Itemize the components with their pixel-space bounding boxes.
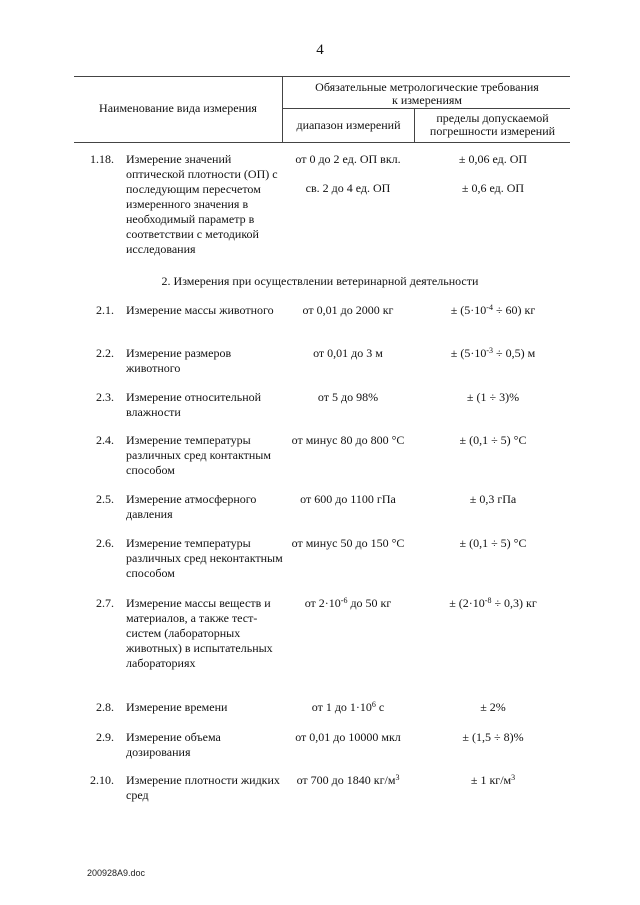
row-range	[282, 596, 414, 611]
range-text: от 0,01 до 10000 мкл	[295, 730, 401, 744]
row-limit	[418, 536, 568, 551]
section-title: 2. Измерения при осуществлении ветеринарной деятельности	[161, 274, 479, 288]
range-text: от 5 до 98%	[317, 390, 379, 404]
lim-text: ± 2%	[480, 700, 506, 714]
row-description: Измерение значений оптической плотности (ОП) с последующим пересчетом измеренного значения в необходимый параметр в соответствии с методикой исследования	[126, 152, 278, 256]
header-requirements-line2: к измерениям	[391, 93, 463, 107]
lim-text: ± (5·10	[450, 346, 487, 360]
row-limit	[418, 433, 568, 448]
range-text: от минус 50 до 150 °С	[291, 536, 405, 550]
lim-text-suffix: ÷ 0,5) м	[493, 346, 536, 360]
row-range	[282, 492, 414, 507]
range-exponent: 3	[395, 773, 400, 782]
row-description: Измерение времени	[126, 700, 228, 714]
header-range-column: диапазон измерений	[296, 118, 401, 132]
row-number: 2.4.	[96, 433, 114, 447]
row-range	[282, 303, 414, 318]
row-number: 2.3.	[96, 390, 114, 404]
row-limit	[418, 730, 568, 745]
lim-text: ± (2·10	[449, 596, 485, 610]
header-limits-line1: пределы допускаемой	[436, 111, 549, 125]
row-number: 2.9.	[96, 730, 114, 744]
range-text: от 600 до 1100 гПа	[300, 492, 396, 506]
row-limit	[418, 303, 568, 318]
row-number: 2.2.	[96, 346, 114, 360]
row-description: Измерение объема дозирования	[126, 730, 221, 759]
row-number: 2.8.	[96, 700, 114, 714]
row-range	[282, 700, 414, 715]
row-number: 2.10.	[90, 773, 114, 787]
row-description: Измерение температуры различных сред неконтактным способом	[126, 536, 283, 580]
header-limits-line2: погрешности измерений	[429, 124, 556, 138]
lim-text: ± (0,1 ÷ 5) °С	[459, 536, 527, 550]
row-limit: ± 0,6 ед. ОП	[461, 181, 525, 195]
lim-exponent: -8	[484, 596, 492, 605]
row-number: 1.18.	[90, 152, 114, 166]
range-text: от 1 до 1·10	[311, 700, 372, 714]
row-number: 2.7.	[96, 596, 114, 610]
range-text: от 0,01 до 3 м	[313, 346, 383, 360]
header-name-column: Наименование вида измерения	[99, 101, 257, 115]
row-description: Измерение температуры различных сред контактным способом	[126, 433, 271, 477]
header-requirements-line1: Обязательные метрологические требования	[315, 80, 539, 94]
range-exponent: -6	[340, 596, 348, 605]
lim-text: ± 0,3 гПа	[469, 492, 517, 506]
lim-text: ± (0,1 ÷ 5) °С	[459, 433, 527, 447]
row-limit	[418, 492, 568, 507]
row-description: Измерение размеров животного	[126, 346, 232, 375]
range-text: от 700 до 1840 кг/м	[296, 773, 396, 787]
footer-filename: 200928A9.doc	[87, 868, 146, 878]
row-limit	[418, 390, 568, 405]
row-limit	[418, 596, 568, 611]
range-text: от 2·10	[304, 596, 341, 610]
table-top-border	[74, 76, 570, 77]
row-description: Измерение массы веществ и материалов, а также тест-систем (лабораторных животных) в испытательных лабораториях	[126, 596, 273, 670]
row-range	[282, 390, 414, 405]
lim-text-suffix: ÷ 0,3) кг	[491, 596, 537, 610]
header-group-divider	[282, 108, 570, 109]
range-text: от 0,01 до 2000 кг	[302, 303, 394, 317]
row-range	[282, 346, 414, 361]
row-description: Измерение относительной влажности	[126, 390, 262, 419]
row-range	[282, 773, 414, 788]
table-header-bottom-border	[74, 142, 570, 143]
row-range: св. 2 до 4 ед. ОП	[305, 181, 391, 195]
lim-text-suffix: ÷ 60) кг	[492, 303, 536, 317]
lim-exponent: -3	[486, 346, 494, 355]
range-text-suffix: с	[375, 700, 385, 714]
row-range	[282, 730, 414, 745]
row-limit	[418, 700, 568, 715]
lim-text: ± (5·10	[450, 303, 487, 317]
row-range: от 0 до 2 ед. ОП вкл.	[295, 152, 401, 166]
range-text: от минус 80 до 800 °С	[291, 433, 405, 447]
row-range	[282, 433, 414, 448]
range-exponent: 6	[371, 700, 376, 709]
row-limit	[418, 773, 568, 788]
row-description: Измерение атмосферного давления	[126, 492, 257, 521]
row-number: 2.1.	[96, 303, 114, 317]
page-number: 4	[316, 42, 324, 58]
row-limit: ± 0,06 ед. ОП	[458, 152, 528, 166]
header-vertical-divider	[282, 76, 283, 142]
row-range	[282, 536, 414, 551]
row-limit	[418, 346, 568, 361]
range-text-suffix: до 50 кг	[347, 596, 392, 610]
lim-exponent: 3	[511, 773, 516, 782]
row-description: Измерение массы животного	[126, 303, 274, 317]
lim-text: ± (1 ÷ 3)%	[466, 390, 520, 404]
row-number: 2.6.	[96, 536, 114, 550]
row-description: Измерение плотности жидких сред	[126, 773, 280, 802]
lim-text: ± 1 кг/м	[470, 773, 512, 787]
row-number: 2.5.	[96, 492, 114, 506]
lim-exponent: -4	[486, 303, 493, 312]
lim-text: ± (1,5 ÷ 8)%	[462, 730, 524, 744]
